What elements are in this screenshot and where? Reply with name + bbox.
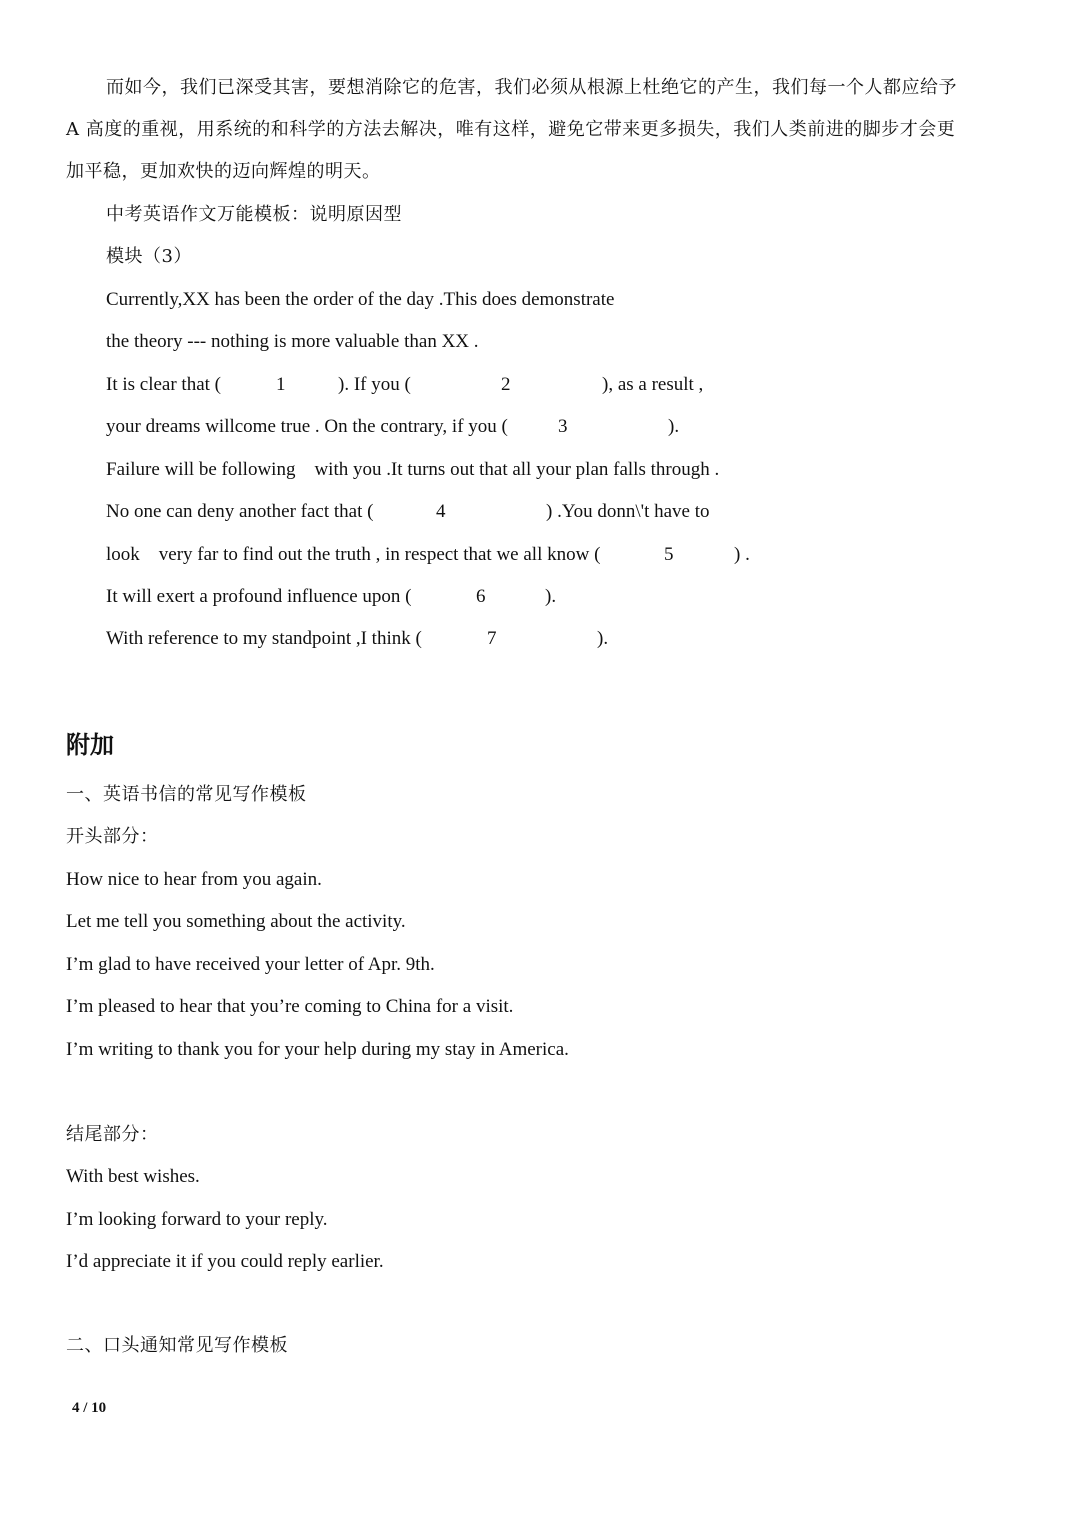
template-line-8-start: It will exert a profound influence upon ( — [106, 586, 412, 607]
template-line-7-start: look very far to find out the truth , in respect that we all know ( — [106, 544, 601, 565]
blank-number-4: 4 — [436, 501, 446, 522]
intro-line-2: A 高度的重视，用系统的和科学的方法去解决，唯有这样，避免它带来更多损失，我们人类前进的脚步才会更 — [66, 119, 956, 140]
blank-number-6: 6 — [476, 586, 486, 607]
blank-number-5: 5 — [664, 544, 674, 565]
closing-line-1: With best wishes. — [66, 1166, 200, 1187]
template-line-3-mid: ). If you ( — [338, 374, 411, 395]
intro-line-1: 而如今，我们已深受其害，要想消除它的危害，我们必须从根源上杜绝它的产生，我们每一个人都应给予 — [106, 77, 957, 98]
blank-number-3: 3 — [558, 416, 568, 437]
template-line-5: Failure will be following with you .It turns out that all your plan falls through . — [106, 459, 720, 480]
opening-label: 开头部分： — [66, 826, 159, 847]
notice-section-title: 二、口头通知常见写作模板 — [66, 1335, 288, 1356]
blank-number-7: 7 — [487, 628, 497, 649]
template-line-6-start: No one can deny another fact that ( — [106, 501, 374, 522]
blank-number-1: 1 — [276, 374, 286, 395]
opening-line-3: I’m glad to have received your letter of Apr. 9th. — [66, 954, 435, 975]
blank-number-2: 2 — [501, 374, 511, 395]
template-line-7-end: ) . — [734, 544, 750, 565]
module-label: 模块（3） — [106, 246, 192, 267]
template-line-4-end: ). — [668, 416, 680, 437]
template-line-9-start: With reference to my standpoint ,I think ( — [106, 628, 422, 649]
opening-line-5: I’m writing to thank you for your help during my stay in America. — [66, 1039, 569, 1060]
template-line-2: the theory --- nothing is more valuable than XX . — [106, 331, 479, 352]
template-line-3-end: ), as a result , — [602, 374, 704, 395]
template-line-3-start: It is clear that ( — [106, 374, 222, 395]
template-line-1: Currently,XX has been the order of the day .This does demonstrate — [106, 289, 615, 310]
template-line-4-start: your dreams willcome true . On the contrary, if you ( — [106, 416, 508, 437]
template-line-8-end: ). — [545, 586, 557, 607]
closing-label: 结尾部分： — [66, 1124, 159, 1145]
template-line-6-end: ) .You donn\'t have to — [546, 501, 710, 522]
page-number: 4 / 10 — [72, 1400, 107, 1416]
appendix-heading: 附加 — [66, 731, 114, 759]
closing-line-2: I’m looking forward to your reply. — [66, 1209, 328, 1230]
opening-line-1: How nice to hear from you again. — [66, 869, 322, 890]
intro-line-3: 加平稳，更加欢快的迈向辉煌的明天。 — [66, 161, 381, 182]
closing-line-3: I’d appreciate it if you could reply earlier. — [66, 1251, 384, 1272]
template-line-9-end: ). — [597, 628, 609, 649]
opening-line-2: Let me tell you something about the activity. — [66, 911, 406, 932]
template-title: 中考英语作文万能模板：说明原因型 — [106, 204, 402, 225]
opening-line-4: I’m pleased to hear that you’re coming to China for a visit. — [66, 996, 514, 1017]
letter-section-title: 一、英语书信的常见写作模板 — [66, 784, 307, 805]
